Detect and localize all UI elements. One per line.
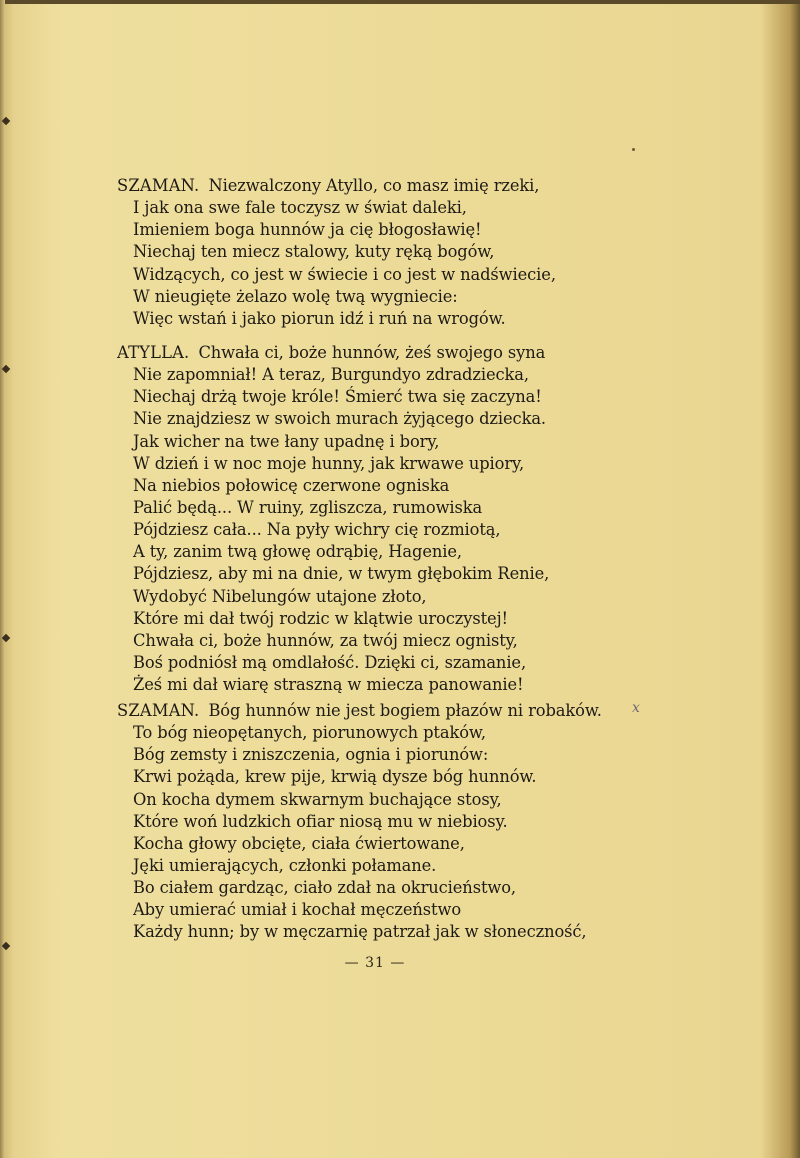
verse-line: W dzień i w noc moje hunny, jak krwawe upiory, [133,453,525,473]
verse-line: Jak wicher na twe łany upadnę i bory, [133,431,440,451]
verse-line: Krwi pożąda, krew pije, krwią dysze bóg hunnów. [133,767,537,787]
verse-line: Kocha głowy obcięte, ciała ćwiertowane, [133,833,465,853]
verse-line: Które woń ludzkich ofiar niosą mu w niebiosy. [133,811,508,831]
verse-line: Aby umierać umiał i kochał męczeństwo [133,900,462,920]
verse-line: Pójdziesz cała... Na pyły wichry cię rozmiotą, [133,520,501,540]
speech-first-line [117,700,637,722]
page-left-edge [0,0,5,1158]
verse-line: Żeś mi dał wiarę straszną w miecza panowanie! [133,675,524,695]
page-top-edge [0,0,800,4]
verse-line: Boś podniósł mą omdlałość. Dzięki ci, szamanie, [133,652,527,672]
speaker-label: ATYLLA. [117,343,190,362]
speech-atylla [117,342,637,696]
verse-line: Chwała ci, boże hunnów, za twój miecz ognisty, [133,630,518,650]
verse-line: Bo ciałem gardząc, ciało zdał na okrucieństwo, [133,878,517,898]
verse-line: A ty, zanim twą głowę odrąbię, Hagenie, [133,542,462,562]
verse-line: To bóg nieopętanych, piorunowych ptaków, [133,723,486,743]
verse-line: Niechaj drżą twoje króle! Śmierć twa się zaczyna! [133,387,542,407]
verse-line: Pójdziesz, aby mi na dnie, w twym głębokim Renie, [133,564,550,584]
verse-line: Widzących, co jest w świecie i co jest w nadświecie, [133,264,556,284]
verse-line: Więc wstań i jako piorun idź i ruń na wrogów. [133,308,506,328]
speech-first-line [117,342,637,364]
paper-speck [632,148,635,151]
verse-line: Niezwalczony Atyllo, co masz imię rzeki, [208,176,540,195]
speaker-label: SZAMAN. [117,701,200,720]
speaker-label: SZAMAN. [117,176,200,195]
verse-line: Które mi dał twój rodzic w klątwie uroczystej! [133,608,508,628]
verse-line: Bóg hunnów nie jest bogiem płazów ni robaków. [208,701,602,720]
pencil-annotation: x [632,700,640,716]
speech-szaman-2 [117,700,637,944]
verse-line: Nie znajdziesz w swoich murach żyjącego dziecka. [133,409,547,429]
verse-line: Wydobyć Nibelungów utajone złoto, [133,586,427,606]
verse-line: Każdy hunn; by w męczarnię patrzał jak w słoneczność, [133,922,587,942]
verse-line: Niechaj ten miecz stalowy, kuty ręką bogów, [133,242,495,262]
verse-line: Nie zapomniał! A teraz, Burgundyo zdradziecka, [133,365,529,385]
verse-line: Chwała ci, boże hunnów, żeś swojego syna [198,343,546,362]
verse-line: Jęki umierających, członki połamane. [133,855,437,875]
verse-line: W nieugięte żelazo wolę twą wygniecie: [133,286,458,306]
page-number: — 31 — [344,955,406,971]
verse-line: Bóg zemsty i zniszczenia, ognia i piorunów: [133,745,489,765]
verse-line: Palić będą... W ruiny, zgliszcza, rumowiska [133,497,483,517]
speech-first-line [117,175,637,197]
speech-szaman-1 [117,175,637,330]
verse-line: I jak ona swe fale toczysz w świat daleki, [133,198,467,218]
verse-line: Na niebios połowicę czerwone ogniska [133,475,450,495]
verse-line: On kocha dymem skwarnym buchające stosy, [133,789,502,809]
verse-line: Imieniem boga hunnów ja cię błogosławię! [133,220,482,240]
